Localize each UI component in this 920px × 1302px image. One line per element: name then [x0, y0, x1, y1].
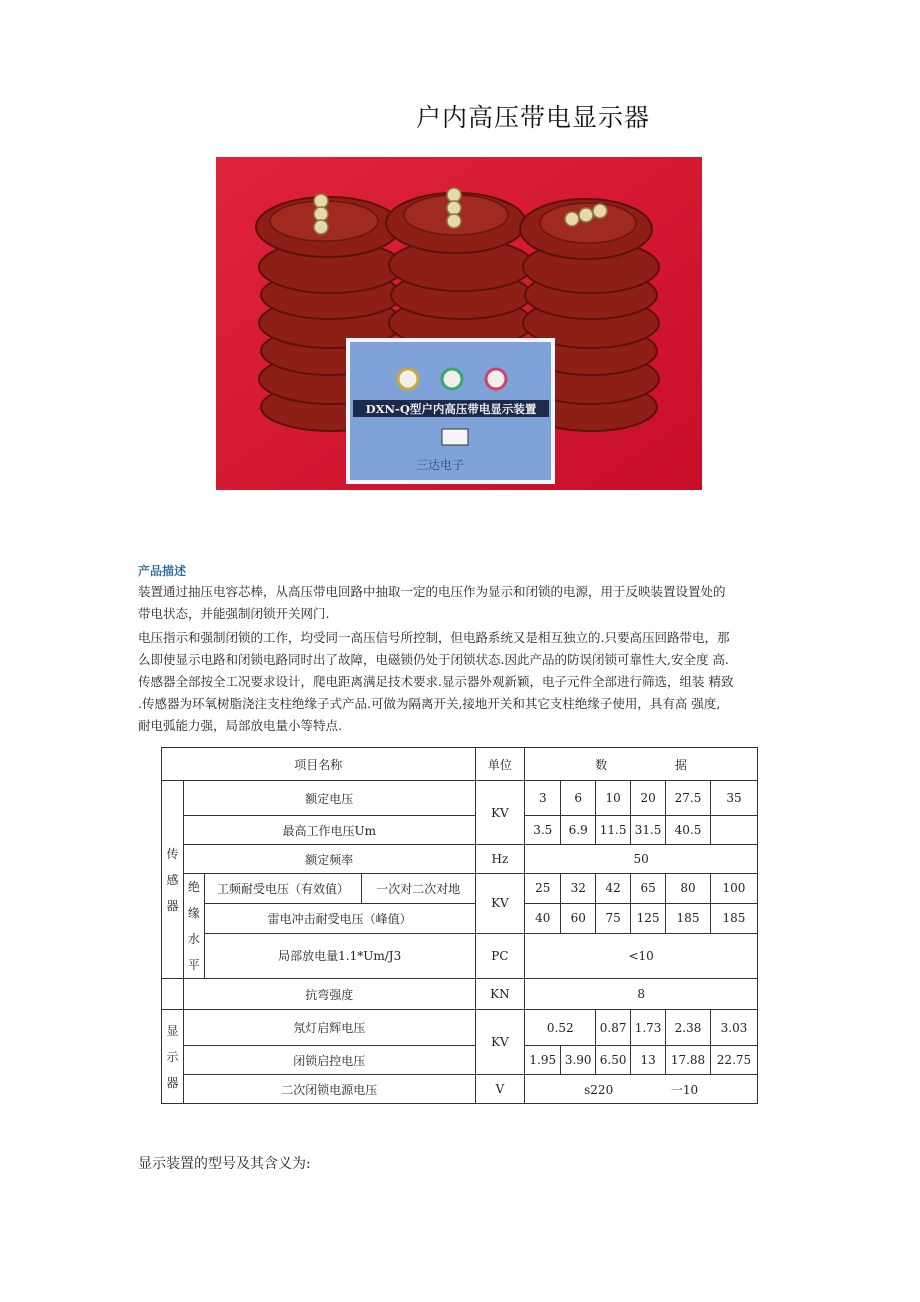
sensor-group-label: 传 感 器	[162, 781, 184, 979]
table-row: 最高工作电压Um 3.5 6.9 11.5 31.5 40.5	[162, 816, 758, 845]
spec-table	[161, 747, 758, 1104]
table-row: 抗弯强度 KN 8	[162, 979, 758, 1010]
table-row: 额定频率 Hz 50	[162, 845, 758, 874]
table-row: 二次闭锁电源电压 V s220 一10	[162, 1075, 758, 1104]
description-paragraph-2	[138, 627, 774, 737]
table-row: 局部放电量1.1*Um/J3 PC <10	[162, 933, 758, 978]
insulator-illustration	[216, 157, 702, 490]
section-heading: 产品描述	[138, 564, 187, 578]
table-row: 绝 缘 水 平 工频耐受电压（有效值） 一次对二次对地 KV 25 32 42 65 80 100	[162, 874, 758, 904]
product-photo	[216, 157, 702, 490]
paragraph-line: 带电状态，并能强制闭锁开关网门.	[138, 606, 330, 621]
table-row: 闭锁启控电压 1.95 3.90 6.50 13 17.88 22.75	[162, 1046, 758, 1075]
page-title: 户内高压带电显示器	[416, 103, 651, 132]
brand-label: 三达电子	[416, 458, 465, 472]
paragraph-line: 传感器全部按全工况要求设计，爬电距离满足技术要求.显示器外观新颖，电子元件全部进行筛选，组装 精致	[138, 674, 734, 689]
table-row: 雷电冲击耐受电压（峰值） 40 60 75 125 185 185	[162, 903, 758, 933]
table-header-row	[162, 748, 758, 781]
header-data: 数 据	[525, 748, 758, 781]
paragraph-line: 电压指示和强制闭锁的工作，均受同一高压信号所控制，但电路系统又是相互独立的.只要高压回路带电，那	[138, 630, 730, 645]
description-paragraph-1	[138, 581, 774, 625]
paragraph-line: 耐电弧能力强，局部放电量小等特点.	[138, 718, 342, 733]
header-item: 项目名称	[162, 748, 476, 781]
table-row: 传 感 器 额定电压 KV 3 6 10 20 27.5 35	[162, 781, 758, 816]
header-unit: 单位	[475, 748, 525, 781]
paragraph-line: .传感器为环氧树脂浇注支柱绝缘子式产品.可做为隔离开关,接地开关和其它支柱绝缘子使用，具有高 强度,	[138, 696, 721, 711]
display-group-label: 显 示 器	[162, 1010, 184, 1104]
panel-label: DXN-Q型户内高压带电显示装置	[365, 402, 537, 416]
table-row: 显 示 器 氖灯启辉电压 KV 0.52 0.87 1.73 2.38 3.03	[162, 1010, 758, 1046]
paragraph-line: 装置通过抽压电容芯棒，从高压带电回路中抽取一定的电压作为显示和闭锁的电源，用于反映装置设置处的	[138, 584, 726, 599]
footer-text: 显示装置的型号及其含义为:	[138, 1156, 311, 1172]
insulation-group-label: 绝 缘 水 平	[183, 874, 204, 979]
paragraph-line: 么即使显示电路和闭锁电路同时出了故障，电磁锁仍处于闭锁状态.因此产品的防误闭锁可靠性大,安全度 高.	[138, 652, 729, 667]
